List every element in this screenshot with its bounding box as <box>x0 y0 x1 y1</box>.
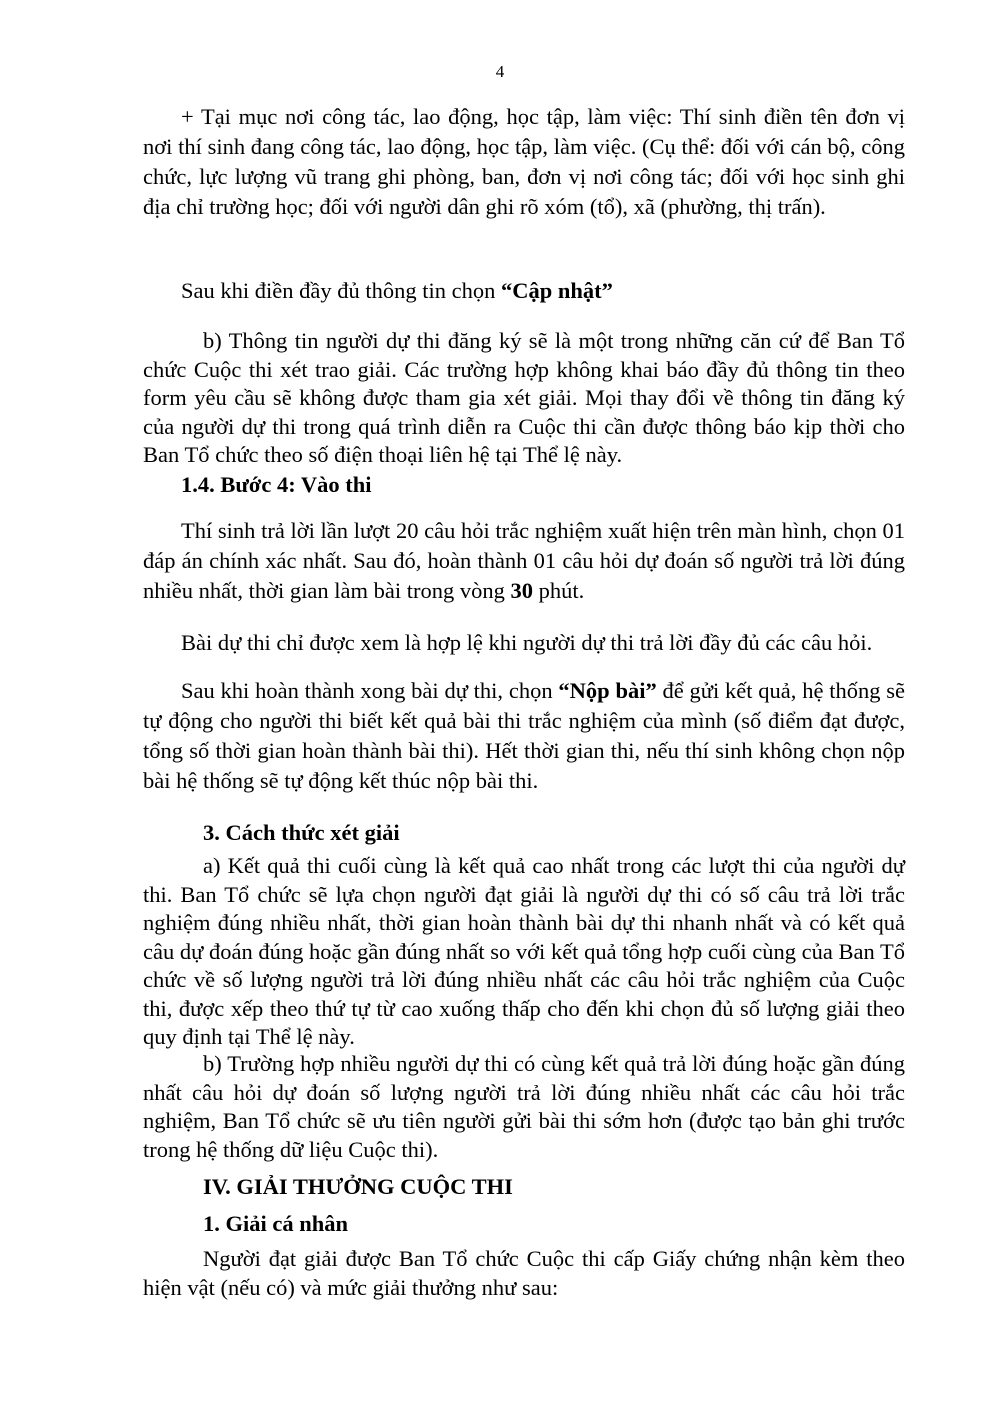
update-emphasis: “Cập nhật” <box>500 278 613 303</box>
paragraph-submit <box>143 676 905 796</box>
paragraph-individual: Người đạt giải được Ban Tổ chức Cuộc thi cấp Giấy chứng nhận kèm theo hiện vật (nếu có) và mức giải thưởng như sau: <box>143 1246 905 1300</box>
update-text: Sau khi điền đầy đủ thông tin chọn <box>181 278 501 303</box>
heading-step-4: 1.4. Bước 4: Vào thi <box>181 472 372 497</box>
page-number: 4 <box>495 62 505 81</box>
paragraph-answer <box>143 516 905 606</box>
heading-criteria: 3. Cách thức xét giải <box>203 820 400 845</box>
answer-text-end: phút. <box>532 578 585 603</box>
answer-text: Thí sinh trả lời lần lượt 20 câu hỏi trắc nghiệm xuất hiện trên màn hình, chọn 01 đáp án chính xác nhất. Sau đó, hoàn thành 01 câu hỏi dự đoán số người trả lời đúng nhiều nhất, thời gian làm bài trong vòng <box>143 518 905 603</box>
paragraph-valid: Bài dự thi chỉ được xem là hợp lệ khi người dự thi trả lời đầy đủ các câu hỏi. <box>181 630 873 655</box>
paragraph-b-tie: b) Trường hợp nhiều người dự thi có cùng kết quả trả lời đúng hoặc gần đúng nhất câu hỏi dự đoán số lượng người trả lời đúng nhiều nhất các câu hỏi trắc nghiệm, Ban Tổ chức sẽ ưu tiên người gửi bài thi sớm hơn (được tạo bản ghi trước trong hệ thống dữ liệu Cuộc thi). <box>143 1051 905 1162</box>
paragraph-b-info: b) Thông tin người dự thi đăng ký sẽ là một trong những căn cứ để Ban Tổ chức Cuộc thi xét trao giải. Các trường hợp không khai báo đầy đủ thông tin theo form yêu cầu sẽ không được tham gia xét giải. Mọi thay đổi về thông tin đăng ký của người dự thi trong quá trình diễn ra Cuộc thi cần được thông báo kịp thời cho Ban Tổ chức theo số điện thoại liên hệ tại Thể lệ này. <box>143 328 905 467</box>
submit-emphasis: “Nộp bài” <box>558 678 657 703</box>
paragraph-update <box>143 276 905 306</box>
submit-text-end: để gửi kết quả, hệ thống sẽ tự động cho người thi biết kết quả bài thi trắc nghiệm của mình (số điểm đạt được, tổng số thời gian hoàn thành bài thi). Hết thời gian thi, nếu thí sinh không chọn nộp bài hệ thống sẽ tự động kết thúc nộp bài thi. <box>143 678 906 793</box>
paragraph-a-result: a) Kết quả thi cuối cùng là kết quả cao nhất trong các lượt thi của người dự thi. Ban Tổ chức sẽ lựa chọn người đạt giải là người dự thi có số câu trả lời trắc nghiệm đúng nhiều nhất, thời gian hoàn thành bài dự thi nhanh nhất và có kết quả câu dự đoán đúng hoặc gần đúng nhất so với kết quả tổng hợp cuối cùng của Ban Tổ chức về số lượng người trả lời đúng nhiều nhất các câu hỏi trắc nghiệm của Cuộc thi, được xếp theo thứ tự từ cao xuống thấp cho đến khi chọn đủ số lượng giải theo quy định tại Thể lệ này. <box>143 853 905 1049</box>
submit-text: Sau khi hoàn thành xong bài dự thi, chọn <box>181 678 559 703</box>
heading-awards: IV. GIẢI THƯỞNG CUỘC THI <box>203 1174 513 1199</box>
paragraph-workplace: + Tại mục nơi công tác, lao động, học tập, làm việc: Thí sinh điền tên đơn vị nơi thí sinh đang công tác, lao động, học tập, làm việc. (Cụ thể: đối với cán bộ, công chức, lực lượng vũ trang ghi phòng, ban, đơn vị nơi công tác; đối với học sinh ghi địa chỉ trường học; đối với người dân ghi rõ xóm (tổ), xã (phường, thị trấn). <box>143 104 905 219</box>
heading-individual: 1. Giải cá nhân <box>203 1211 349 1236</box>
answer-duration: 30 <box>510 578 533 603</box>
